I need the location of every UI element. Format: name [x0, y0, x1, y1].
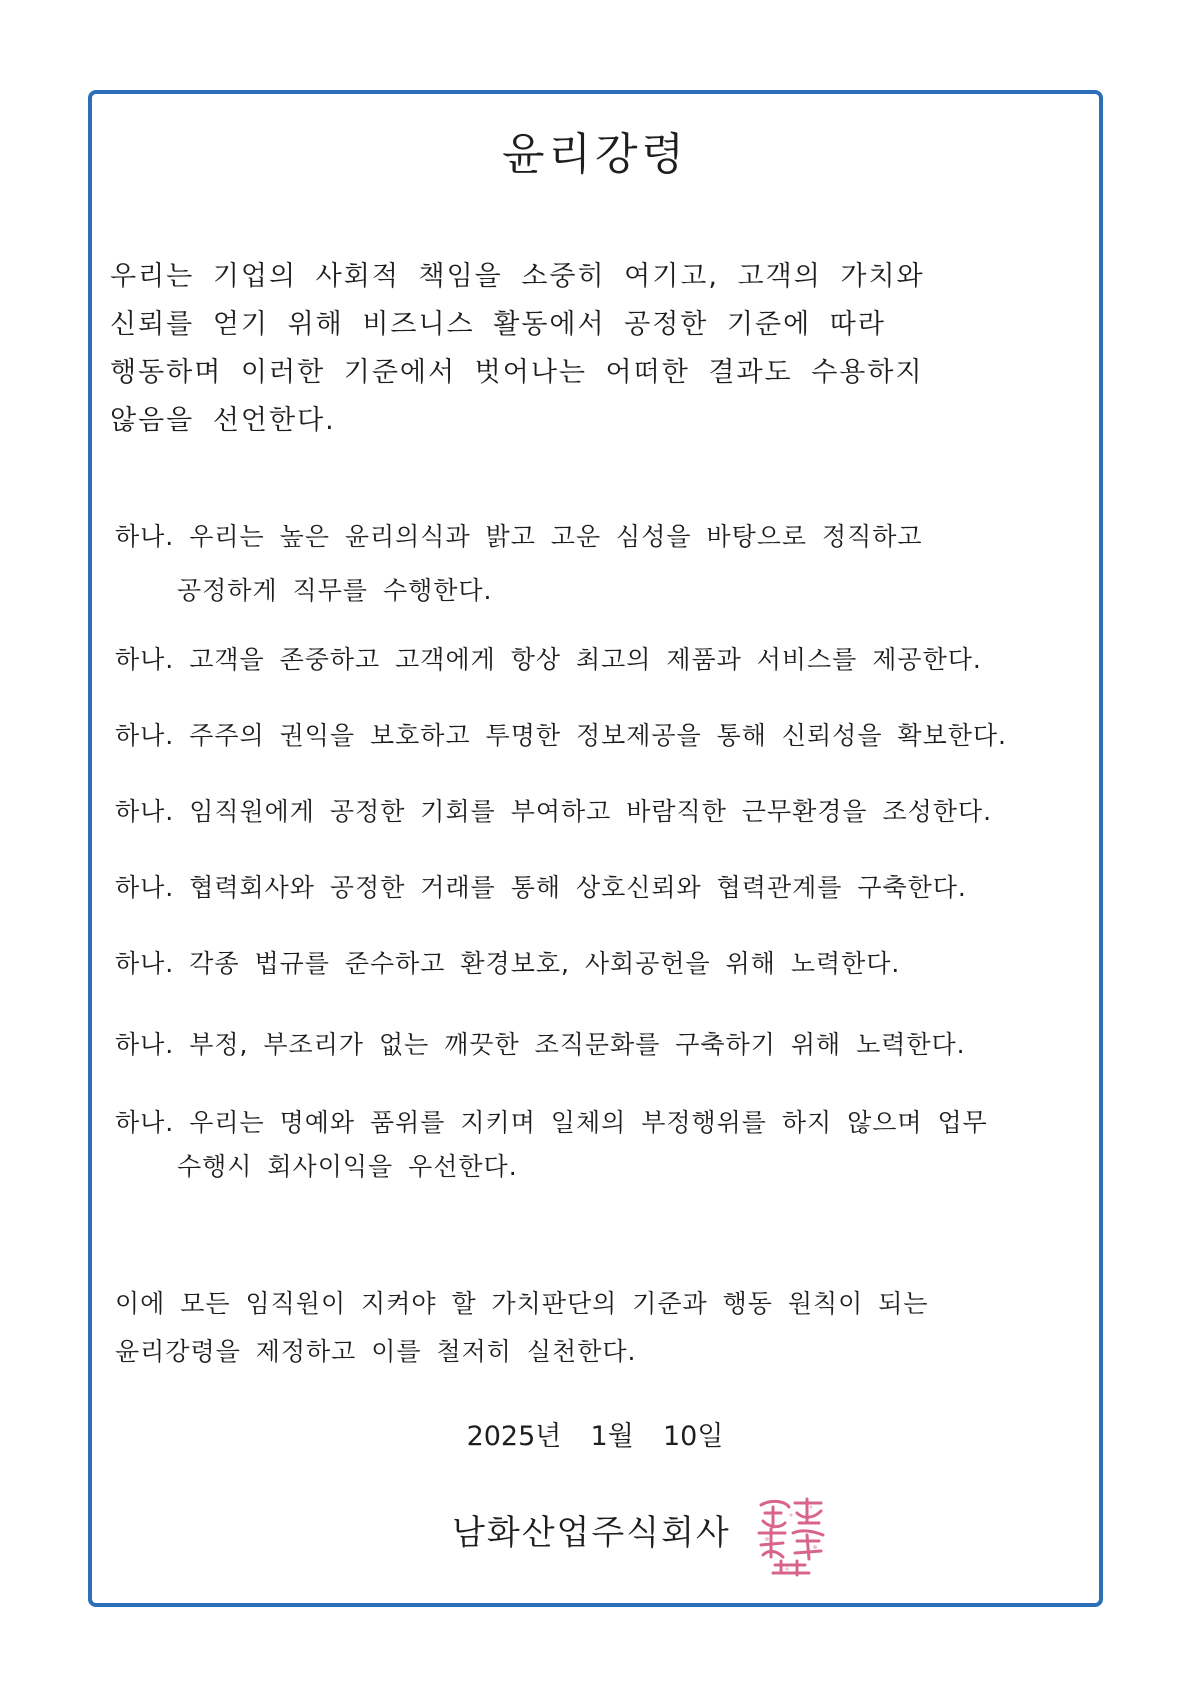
principle-item [115, 868, 1085, 904]
item-prefix: 하나. [115, 1108, 175, 1137]
item-continuation: 공정하게 직무를 수행한다. [177, 576, 493, 605]
item-prefix: 하나. [115, 797, 175, 826]
item-text: 임직원에게 공정한 기회를 부여하고 바람직한 근무환경을 조성한다. [189, 797, 993, 826]
intro-line: 행동하며 이러한 기준에서 벗어나는 어떠한 결과도 수용하지 [110, 357, 924, 388]
intro-line: 않음을 선언한다. [110, 405, 336, 436]
closing-line: 이에 모든 임직원이 지켜야 할 가치판단의 기준과 행동 원칙이 되는 [115, 1289, 929, 1318]
principle-item [115, 716, 1085, 752]
principle-item [115, 1025, 1085, 1061]
item-continuation: 수행시 회사이익을 우선한다. [177, 1152, 518, 1181]
item-prefix: 하나. [115, 873, 175, 902]
closing-line: 윤리강령을 제정하고 이를 철저히 실천한다. [115, 1337, 637, 1366]
document-title: 윤리강령 [501, 129, 688, 180]
intro-paragraph [110, 253, 1050, 445]
intro-line: 우리는 기업의 사회적 책임을 소중히 여기고, 고객의 가치와 [110, 261, 925, 292]
intro-line: 신뢰를 얻기 위해 비즈니스 활동에서 공정한 기준에 따라 [110, 309, 886, 340]
item-text: 우리는 높은 윤리의식과 밝고 고운 심성을 바탕으로 정직하고 [189, 522, 923, 551]
item-prefix: 하나. [115, 1030, 175, 1059]
item-text: 부정, 부조리가 없는 깨끗한 조직문화를 구축하기 위해 노력한다. [189, 1030, 966, 1059]
item-text: 주주의 권익을 보호하고 투명한 정보제공을 통해 신뢰성을 확보한다. [189, 721, 1007, 750]
item-prefix: 하나. [115, 522, 175, 551]
item-prefix: 하나. [115, 645, 175, 674]
item-text: 고객을 존중하고 고객에게 항상 최고의 제품과 서비스를 제공한다. [189, 645, 982, 674]
principle-item [115, 517, 1085, 607]
principle-item [115, 1103, 1085, 1183]
company-name: 남화산업주식회사 [452, 1513, 731, 1553]
item-text: 우리는 명예와 품위를 지키며 일체의 부정행위를 하지 않으며 업무 [189, 1108, 988, 1137]
item-prefix: 하나. [115, 949, 175, 978]
item-prefix: 하나. [115, 721, 175, 750]
item-text: 각종 법규를 준수하고 환경보호, 사회공헌을 위해 노력한다. [189, 949, 901, 978]
item-text: 협력회사와 공정한 거래를 통해 상호신뢰와 협력관계를 구축한다. [189, 873, 967, 902]
principle-item [115, 792, 1085, 828]
principle-item [115, 944, 1085, 980]
company-seal-icon [751, 1493, 831, 1579]
principle-item [115, 640, 1085, 676]
document-date: 2025년 1월 10일 [466, 1421, 724, 1452]
closing-paragraph [115, 1280, 929, 1376]
